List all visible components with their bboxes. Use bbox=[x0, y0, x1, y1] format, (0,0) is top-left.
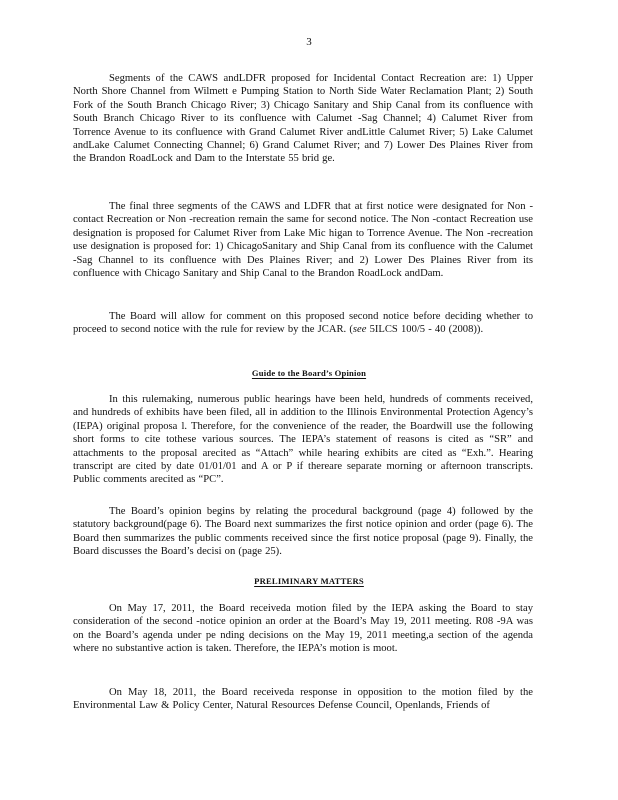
paragraph-board-comment bbox=[73, 310, 533, 337]
paragraph-motion-to-stay: On May 17, 2011, the Board receiveda motion filed by the IEPA asking the Board to stay consideration of the second -notice opinion an order at the Board’s May 19, 2011 meeting. R08 -9A was on the Board’s agenda under pe nding decisions on the May 19, 2011 meeting,a section of the agenda where no substantive action is taken. Therefore, the IEPA’s motion is moot. bbox=[73, 603, 533, 655]
comment-text-after: 5ILCS 100/5 - 40 (2008)). bbox=[366, 324, 484, 336]
preliminary-heading-text: PRELIMINARY MATTERS bbox=[254, 576, 364, 586]
citation-signal: see bbox=[352, 324, 367, 336]
guide-heading-text: Guide to the Board’s Opinion bbox=[251, 368, 367, 378]
paragraph-segments-incidental-contact: Segments of the CAWS andLDFR proposed for Incidental Contact Recreation are: 1) Upper North Shore Channel from Wilmett e Pumping Station to North Side Water Reclamation Plant; 2) South Fork of the South Branch Chicago River; 3) Chicago Sanitary and Ship Canal from its confluence with South Branch Chicago River to its confluence with Calumet -Sag Channel; 4) Calumet River from Torrence Avenue to its confluence with Grand Calumet River andLittle Calumet River; 5) Lake Calumet andLake Calumet Connecting Channel; 6) Grand Calumet River; and 7) Lower Des Plaines River from the Brandon RoadLock and Dam to the Interstate 55 brid ge. bbox=[73, 73, 533, 165]
paragraph-final-three-segments: The final three segments of the CAWS and LDFR that at first notice were designated for Non -contact Recreation or Non -recreation remain the same for second notice. The Non -contact Recreation use designation is proposed for Calumet River from Lake Mic higan to Torrence Avenue. The Non -recreation use designation is proposed for: 1) ChicagoSanitary and Ship Canal from its confluence with the Calumet -Sag Channel to its confluence with Des Plaines River; and 2) Lower Des Plaines River from its confluence with Chicago Sanitary and Ship Canal to the Brandon RoadLock andDam. bbox=[73, 201, 533, 280]
paragraph-opinion-structure: The Board’s opinion begins by relating the procedural background (page 4) followed by the statutory background(page 6). The Board next summarizes the first notice opinion and order (page 6). The Board then summarizes the public comments received since the first notice proposal (page 9). Finally, the Board discusses the Board’s decisi on (page 25). bbox=[73, 506, 533, 558]
section-heading-guide bbox=[0, 367, 618, 380]
paragraph-short-forms: In this rulemaking, numerous public hearings have been held, hundreds of comments received, and hundreds of exhibits have been filed, all in addition to the Illinois Environmental Protection Agency’s (IEPA) original proposa l. Therefore, for the convenience of the reader, the Boardwill use the following short forms to cite tothese various sources. The IEPA’s statement of reasons is cited as “SR” and attachments to the proposal arecited as “Attach” while hearing exhibits are cited as “Exh.”. Hearing transcript are cited by date 01/01/01 and A or P if thereare separate morning or afternoon transcripts. Public comments arecited as “PC”. bbox=[73, 394, 533, 486]
paragraph-response-in-opposition: On May 18, 2011, the Board receiveda response in opposition to the motion filed by the Environmental Law & Policy Center, Natural Resources Defense Council, Openlands, Friends of bbox=[73, 687, 533, 712]
comment-text-before: The Board will allow for comment on this proposed second notice before deciding whether to proceed to second notice with the rule for review by the JCAR. ( bbox=[73, 311, 533, 336]
section-heading-preliminary bbox=[0, 575, 618, 588]
page-number: 3 bbox=[306, 36, 312, 48]
